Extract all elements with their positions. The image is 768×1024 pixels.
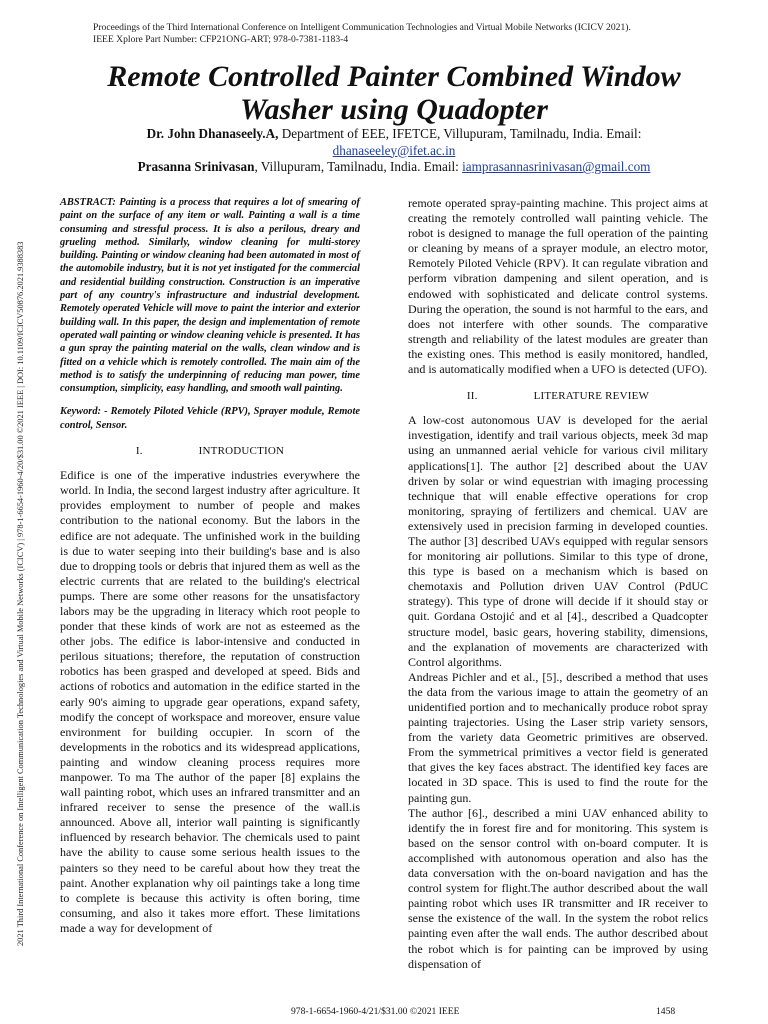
right-column	[408, 196, 708, 972]
page-number: 1458	[656, 1006, 676, 1017]
section-title: INTRODUCTION	[198, 445, 285, 458]
conference-header-line2: IEEE Xplore Part Number: CFP21ONG-ART; 978-0-7381-1183-4	[93, 33, 349, 45]
left-column	[60, 196, 360, 936]
introduction-continuation: remote operated spray-painting machine. This project aims at creating the remotely controlled wall painting vehicle. The robot is designed to manage the full operation of the painting or cleaning by means of a sprayer module, an electro motor, Remotely Piloted Vehicle (RPV). It can regulate vibration and perform vibration dampening and silent operation, and is endowed with sophisticated and delicate control systems. During the operation, the sound is not harmful to the ears, and does not interfere with other sounds. The comparative strength and reliability of the latest modules are greater than the existing ones. This method is easily monitored, handled, and is automatically modified when a UFO is detected (UFO).	[408, 196, 708, 377]
paper-title-line2: Washer using Quadopter	[240, 93, 548, 126]
section-heading-literature-review	[408, 389, 708, 404]
literature-paragraph-2: Andreas Pichler and et al., [5]., described a method that uses the data from the various image to attain the geometry of an unidentified portion and to mechanically produce robot spray painting trajectories. Using the Laser strip variety sensors, from the variety data Geometric primitives are observed. From the symmetrical primitives a vector field is generated that gives the key faces abstract. The identified key faces are located in 3D space. This is used to find the route for the painting gun.	[408, 669, 708, 805]
author-1-email-link[interactable]: dhanaseeley@ifet.ac.in	[332, 142, 456, 158]
footer-isbn: 978-1-6654-1960-4/21/$31.00 ©2021 IEEE	[291, 1006, 460, 1017]
author-1-name: Dr. John Dhanaseely.A,	[146, 126, 279, 141]
paper-title-line1: Remote Controlled Painter Combined Window	[107, 60, 681, 93]
doi-sidebar	[3, 96, 25, 946]
author-2-name: Prasanna Srinivasan	[137, 159, 255, 174]
introduction-paragraph: Edifice is one of the imperative industries everywhere the world. In India, the second largest industry after agriculture. It provides employment to number of people and makes contribution to the national economy. But the labors in the edifice are not adequate. The unfinished work in the building is due to water seeping into their building's base and is also due to dropping tools or debris that injured them as well as the electric currents that are related to the building's electrical pumps. There are some other reasons for the unsatisfactory labors may be the upgrading in literacy which root people to ponder that these kinds of work are not as esteemed as the other jobs. The edifice is labor-intensive and conducted in perilous situations; therefore, the reputation of construction robotics has been grasped and developed at speed. Bids and actions of robotics and automation in the edifice started in the early 90's aiming to upgrade gear operations, expand safety, modify the concept of workspace and moreover, ensure value environment for building occupier. In scorn of the developments in the robotics and its widespread applications, painting and window cleaning process requires more manpower. To ma The author of the paper [8] explains the wall painting robot, which uses an infrared transmitter and an infrared receiver to sense the presence of the wall.is announced. Above all, interior wall painting is significantly influenced by research behavior. The chemicals used to paint have the ability to cause some serious health issues to the painters so they need to be careful about how they treat the paint. Another explanation why oil paintings take a long time to complete is because this activity is often boring, time consuming, and also it takes more effort. These limitations made a way for development of	[60, 468, 360, 935]
section-title: LITERATURE REVIEW	[533, 390, 650, 403]
author-1-affiliation: Department of EEE, IFETCE, Villupuram, Tamilnadu, India. Email:	[278, 126, 642, 141]
author-2-email-link[interactable]: iamprasannasrinivasan@gmail.com	[462, 159, 651, 174]
section-heading-introduction	[60, 444, 360, 459]
conference-header-line1: Proceedings of the Third International Conference on Intelligent Communication Technologies and Virtual Mobile Networks (ICICV 2021).	[93, 22, 631, 33]
author-2	[40, 159, 748, 176]
author-block	[40, 126, 748, 176]
doi-sidebar-text: 2021 Third International Conference on Intelligent Communication Technologies and Virtual Mobile Networks (ICICV) | 978-1-6654-1960-4/20/$31.00 ©2021 IEEE | DOI: 10.1109/ICICV50876.2021.9388383	[16, 241, 25, 946]
literature-paragraph-3: The author [6]., described a mini UAV enhanced ability to identify the in forest fire and for monitoring. This system is based on the sensor control with on-board computer. It is accomplished with autonomous operation and also has the data conversation with the on-board navigation and has the control system for flight.The author described about the wall painting robot which uses IR transmitter and IR receiver to sense the existence of the wall. In the system the robot relics painting even after the wall ends. The author described about the robot which is for painting can be improved by using dispensation of	[408, 805, 708, 971]
section-number: I.	[135, 445, 143, 458]
abstract: ABSTRACT: Painting is a process that requires a lot of smearing of paint on the surface of any item or wall. Painting a wall is a time consuming and stressful process. It is also a perilous, dreary and grueling method. Similarly, window cleaning for multi-storey building. Painting or window cleaning had been automated in most of the automobile industry, but it is not yet instigated for the commercial and residential building construction. Construction is an imperative part of any country's infrastructure and industrial development. Remotely operated Vehicle will move to paint the interior and exterior building wall. In this paper, the design and implementation of remote operated wall painting or window cleaning vehicle is presented. It has a gun spray the painting material on the walls, clean window and is fitted on a vehicle which is remotely controlled. The main aim of the method is to satisfy the underpinning of reducing man power, time consumption, simplicity, easy handling, and smooth wall painting.	[60, 197, 360, 395]
literature-paragraph-1: A low-cost autonomous UAV is developed for the aerial investigation, identify and trail various objects, meek 3d map using an unmanned aerial vehicle for various civil military applications[1]. The author [2] described about the UAV driven by solar or wind equestrian with imaging processing technique that will enable effective operations for crop monitoring, spraying of fertilizers and chemical. UAV are extensively used in precision farming in developed counties. The author [3] described UAVs equipped with regular sensors for monitoring air pollutions. Similar to this type of drone, this type is based on a mechanism which is based on chemotaxis and Pollution driven UAV Control (PdUC strategy). This type of drone will decide if it should stay or quit. Gordana Ostojić and et al [4]., described a Quadcopter structure model, basic gears, hovering stability, dimensions, and the explanation of movements are characterized with Control algorithms.	[408, 413, 708, 669]
section-number: II.	[466, 390, 478, 403]
author-2-affiliation: , Villupuram, Tamilnadu, India. Email:	[254, 159, 463, 174]
paper-title	[40, 60, 748, 126]
author-1	[40, 126, 748, 143]
keywords: Keyword: - Remotely Piloted Vehicle (RPV), Sprayer module, Remote control, Sensor.	[60, 406, 360, 431]
conference-header	[93, 22, 713, 45]
